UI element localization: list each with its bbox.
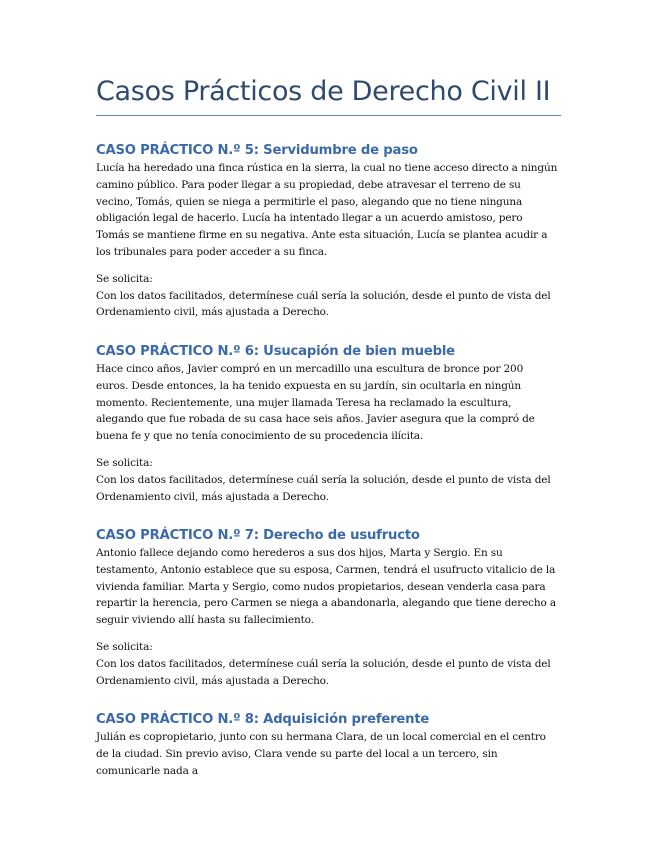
case-6 [96, 344, 558, 505]
solicita-text: Con los datos facilitados, determínese cuál sería la solución, desde el punto de vista del Ordenamiento civil, más ajustada a Derecho. [96, 473, 551, 503]
solicita-label: Se solicita: [96, 272, 153, 285]
document-title: Casos Prácticos de Derecho Civil II [96, 76, 551, 107]
case-7 [96, 528, 558, 689]
case-heading: CASO PRÁCTICO N.º 7: Derecho de usufructo [96, 528, 420, 543]
solicita-label: Se solicita: [96, 456, 153, 469]
case-heading: CASO PRÁCTICO N.º 8: Adquisición preferente [96, 712, 430, 727]
case-body: Hace cinco años, Javier compró en un mercadillo una escultura de bronce por 200 euros. Desde entonces, la ha tenido expuesta en su jardín, sin ocultarla en ningún momento. Recientemente, una mujer llamada Teresa ha reclamado la escultura, alegando que fue robada de su casa hace seis años. Javier asegura que la compró de buena fe y que no tenía conocimiento de su procedencia ilícita. [96, 363, 535, 443]
solicita-text: Con los datos facilitados, determínese cuál sería la solución, desde el punto de vista del Ordenamiento civil, más ajustada a Derecho. [96, 289, 551, 319]
solicita-text: Con los datos facilitados, determínese cuál sería la solución, desde el punto de vista del Ordenamiento civil, más ajustada a Derecho. [96, 657, 551, 687]
case-body: Antonio fallece dejando como herederos a sus dos hijos, Marta y Sergio. En su testamento, Antonio establece que su esposa, Carmen, tendrá el usufructo vitalicio de la vivienda familiar. Marta y Sergio, como nudos propietarios, desean venderla casa para repartir la herencia, pero Carmen se niega a abandonarla, alegando que tiene derecho a seguir viviendo allí hasta su fallecimiento. [96, 547, 556, 627]
case-heading: CASO PRÁCTICO N.º 5: Servidumbre de paso [96, 143, 418, 158]
solicita-label: Se solicita: [96, 640, 153, 653]
case-5 [96, 143, 558, 321]
case-body: Lucía ha heredado una finca rústica en la sierra, la cual no tiene acceso directo a ningún camino público. Para poder llegar a su propiedad, debe atravesar el terreno de su vecino, Tomás, quien se niega a permitirle el paso, alegando que no tiene ninguna obligación legal de hacerlo. Lucía ha intentado llegar a un acuerdo amistoso, pero Tomás se mantiene firme en su negativa. Ante esta situación, Lucía se plantea acudir a los tribunales para poder acceder a su finca. [96, 162, 558, 258]
case-body: Julián es copropietario, junto con su hermana Clara, de un local comercial en el centro de la ciudad. Sin previo aviso, Clara vende su parte del local a un tercero, sin comunicarle nada a [96, 731, 546, 777]
title-underline [96, 115, 561, 116]
case-heading: CASO PRÁCTICO N.º 6: Usucapión de bien mueble [96, 344, 455, 359]
case-8 [96, 712, 558, 779]
